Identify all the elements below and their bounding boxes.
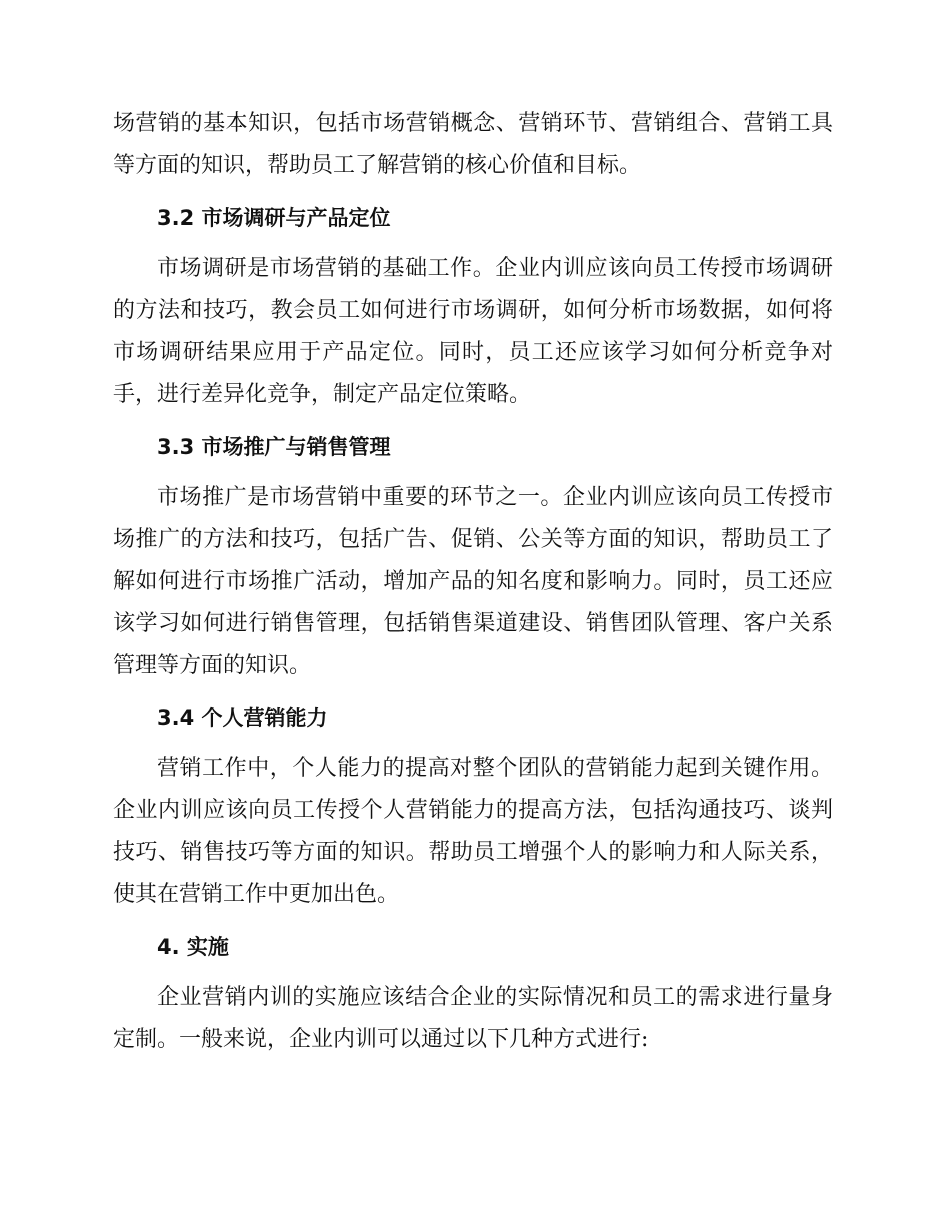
section-heading-3-4: 3.4 个人营销能力	[157, 706, 328, 730]
paragraph-personal-ability: 营销工作中，个人能力的提高对整个团队的营销能力起到关键作用。企业内训应该向员工传授个人营销能力的提高方法，包括沟通技巧、谈判技巧、销售技巧等方面的知识。帮助员工增强个人的影响力和人际关系，使其在营销工作中更加出色。	[113, 756, 833, 907]
section-heading-3-3: 3.3 市场推广与销售管理	[157, 435, 391, 459]
paragraph-continued: 场营销的基本知识，包括市场营销概念、营销环节、营销组合、营销工具等方面的知识，帮助员工了解营销的核心价值和目标。	[113, 111, 833, 178]
paragraph-implementation: 企业营销内训的实施应该结合企业的实际情况和员工的需求进行量身定制。一般来说，企业内训可以通过以下几种方式进行:	[113, 985, 833, 1052]
paragraph-market-research: 市场调研是市场营销的基础工作。企业内训应该向员工传授市场调研的方法和技巧，教会员工如何进行市场调研，如何分析市场数据，如何将市场调研结果应用于产品定位。同时，员工还应该学习如何分析竞争对手，进行差异化竞争，制定产品定位策略。	[113, 256, 833, 407]
section-heading-3-2: 3.2 市场调研与产品定位	[157, 206, 391, 230]
section-heading-4: 4. 实施	[157, 935, 229, 959]
document-page	[113, 103, 833, 1061]
paragraph-market-promotion: 市场推广是市场营销中重要的环节之一。企业内训应该向员工传授市场推广的方法和技巧，包括广告、促销、公关等方面的知识，帮助员工了解如何进行市场推广活动，增加产品的知名度和影响力。同时，员工还应该学习如何进行销售管理，包括销售渠道建设、销售团队管理、客户关系管理等方面的知识。	[113, 485, 833, 678]
